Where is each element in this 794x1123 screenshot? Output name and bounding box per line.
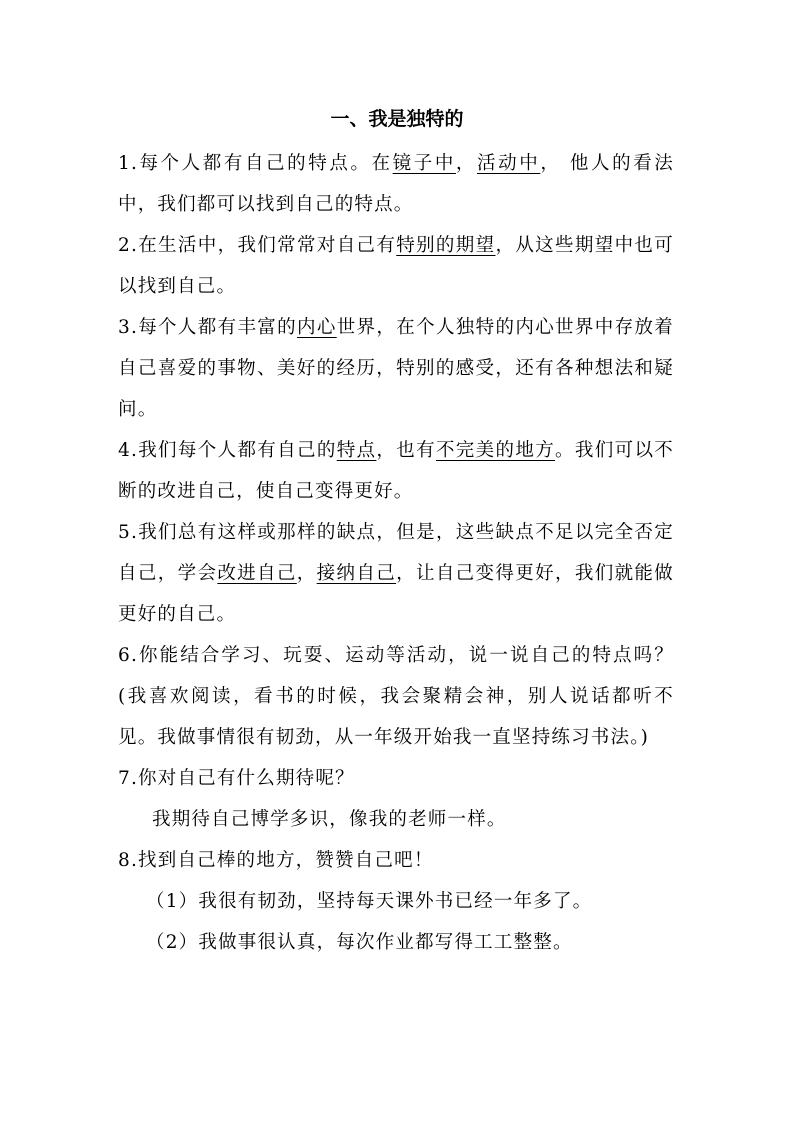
underlined-term: 特别的期望 xyxy=(396,235,496,256)
text-segment: 5.我们总有这样或那样的缺点，但是，这些缺点不足以完全否定自己，学会 xyxy=(118,522,674,584)
text-segment: 。我们可以不断的改进自己，使自己变得更好。 xyxy=(118,440,674,502)
item-7 xyxy=(118,758,674,799)
text-segment: 2.在生活中，我们常常对自己有 xyxy=(118,235,397,256)
item-3 xyxy=(118,307,674,430)
answer-7: 我期待自己博学多识，像我的老师一样。 xyxy=(152,809,507,830)
text-segment: ，让自己变得更好，我们就能做更好的自己。 xyxy=(118,563,674,625)
text-segment: 7.你对自己有什么期待呢？ xyxy=(118,768,355,789)
document-body xyxy=(118,143,674,963)
underlined-term: 镜子中 xyxy=(392,153,456,174)
text-segment: ， 他人的看法中，我们都可以找到自己的特点。 xyxy=(118,153,674,215)
text-segment: 6.你能结合学习、玩耍、运动等活动，说一说自己的特点吗？(我喜欢阅读，看书的时候，我会聚精会神，别人说话都听不见。我做事情很有韧劲，从一年级开始我一直坚持练习书法。) xyxy=(118,645,674,748)
item-4 xyxy=(118,430,674,512)
underlined-term: 内心 xyxy=(297,317,337,338)
answer-8-1: （1）我很有韧劲，坚持每天课外书已经一年多了。 xyxy=(146,891,593,912)
item-8: 8.找到自己棒的地方，赞赞自己吧！ xyxy=(118,850,434,871)
text-segment: 4.我们每个人都有自己的 xyxy=(118,440,337,461)
item-6 xyxy=(118,635,674,758)
text-segment: 1.每个人都有自己的特点。在 xyxy=(118,153,393,174)
item-5 xyxy=(118,512,674,635)
underlined-term: 接纳自己 xyxy=(316,563,397,584)
underlined-term: 不完美的地方 xyxy=(435,440,556,461)
text-segment: ，也有 xyxy=(376,440,436,461)
text-segment: 3.每个人都有丰富的 xyxy=(118,317,297,338)
underlined-term: 改进自己 xyxy=(217,563,297,584)
text-segment: ， xyxy=(455,153,478,174)
text-segment: ，从这些期望中也可以找到自己。 xyxy=(118,235,674,297)
underlined-term: 特点 xyxy=(336,440,377,461)
text-segment: 世界，在个人独特的内心世界中存放着自己喜爱的事物、美好的经历，特别的感受，还有各种想法和疑问。 xyxy=(118,317,674,420)
answer-8-2: （2）我做事很认真，每次作业都写得工工整整。 xyxy=(146,932,573,953)
item-1 xyxy=(118,143,674,225)
item-2 xyxy=(118,225,674,307)
text-segment: ， xyxy=(296,563,317,584)
page-title: 一、我是独特的 xyxy=(330,108,464,130)
numbered-items xyxy=(118,143,674,799)
underlined-term: 活动中 xyxy=(477,153,541,174)
